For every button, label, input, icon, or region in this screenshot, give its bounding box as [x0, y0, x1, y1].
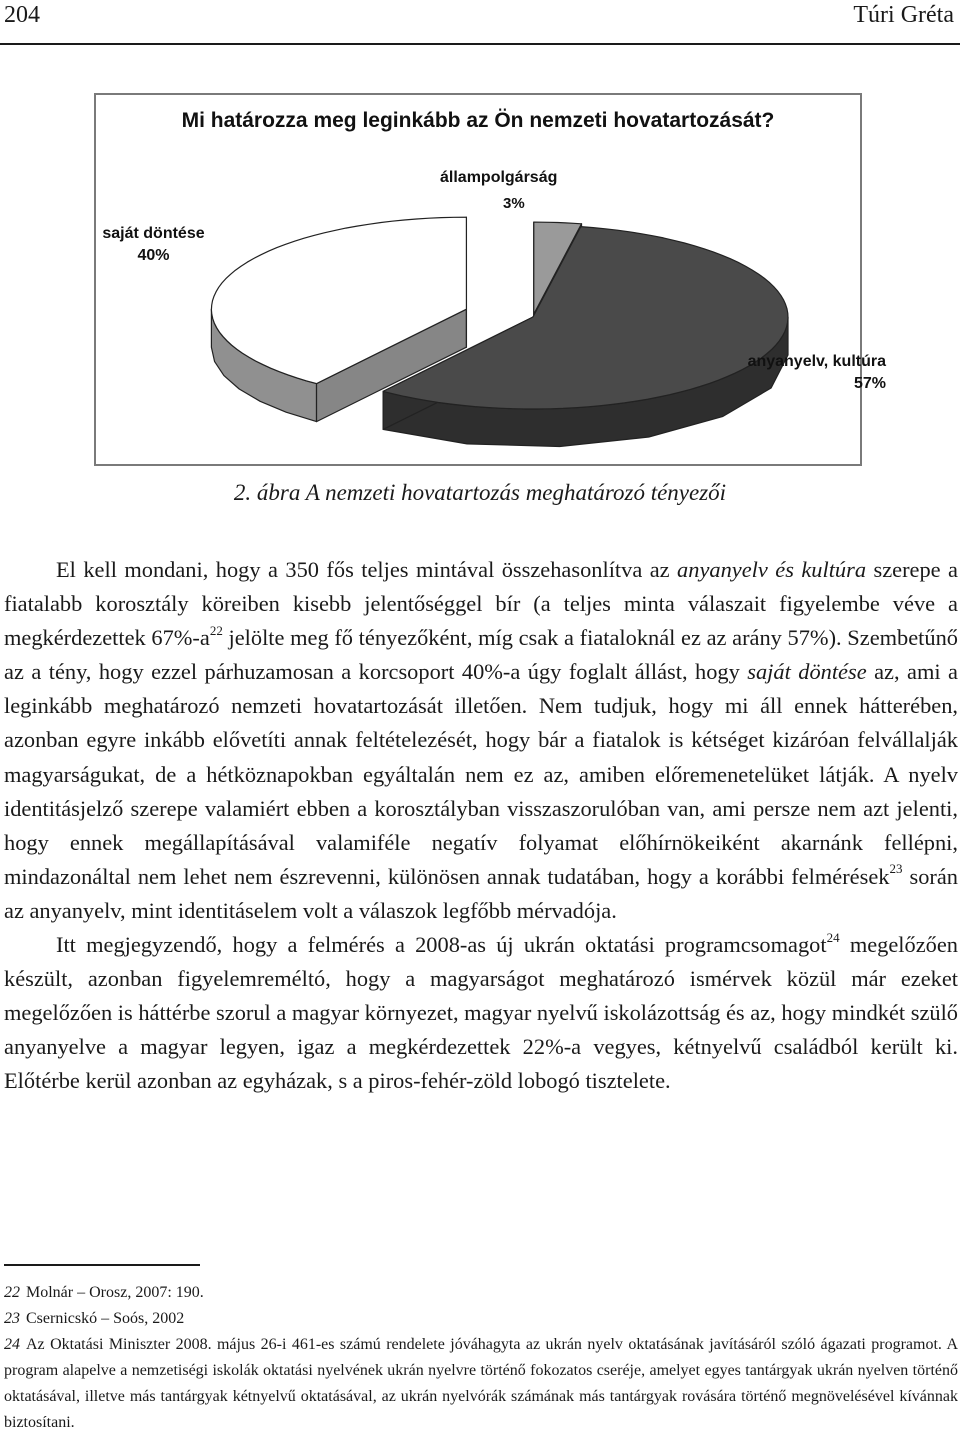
p1-text-b: szerepe a fiatalabb korosztály köreiben kisebb jelentőséggel bír (a teljes minta válaszait figyelembe véve a megkérdezettek 67%-a: [4, 557, 958, 651]
p1-text-a: El kell mondani, hogy a 350 fős teljes mintával összehasonlítva az: [56, 557, 678, 582]
footnote-23: [4, 1306, 958, 1332]
p1-italic-anyanyelv: anyanyelv és kultúra: [677, 557, 867, 582]
footnote-number: 23: [4, 1310, 20, 1327]
page-header: [0, 0, 960, 46]
header-rule: [0, 43, 960, 45]
body-text: [4, 553, 958, 1099]
label-allampolgarsag-pct: 3%: [503, 195, 525, 212]
footnote-22: [4, 1280, 958, 1306]
footnote-ref-22: 22: [209, 622, 223, 638]
footnote-rule: [4, 1264, 200, 1266]
label-sajat-dontese-pct: 40%: [137, 247, 170, 264]
chart-title: Mi határozza meg leginkább az Ön nemzeti hovatartozását?: [181, 109, 775, 132]
running-author: Túri Gréta: [853, 2, 954, 28]
p1-text-d: az, ami a leginkább meghatározó nemzeti hovatartozását illetően. Nem tudjuk, hogy mi áll ennek hátterében, azonban egyre inkább elővetíti annak feltételezését, hogy bár a fiatalok is kétséget kizáróan felvállalják magyarságukat, de a hétköznapokban egyáltalán nem ez az, amiben előremenetelüket látják. A nyelv identitásjelző szerepe valamiért ebben a korosztályban visszaszorulóban van, ami persze nem azt jelenti, hogy ennek megállapításával valamiféle negatív folyamat előhírnökeiként akarnánk fellépni, mindazonáltal nem lehet nem észrevenni, különösen annak tudatában, hogy a korábbi felmérések: [4, 659, 958, 889]
p1-text-c: jelölte meg fő tényezőként, míg csak a fiataloknál ez az arány 57%). Szembetűnő az a tény, hogy ezzel párhuzamosan a korcsoport 40%-a úgy foglalt állást, hogy: [4, 625, 958, 685]
label-sajat-dontese-name: saját döntése: [102, 225, 205, 242]
page-number: 204: [4, 2, 40, 28]
label-anyanyelv: [736, 351, 886, 395]
footnote-number: 24: [4, 1336, 20, 1353]
footnotes: [4, 1280, 958, 1436]
label-sajat-dontese: [76, 223, 231, 267]
p2-text-b: megelőzően készült, azonban figyelemreméltó, hogy a magyarságot meghatározó ismérvek közül már ezeket megelőzően is háttérbe szorul a magyar környezet, magyar nyelvű iskolázottság és az, hogy mindkét szülő anyanyelve a magyar legyen, igaz a megkérdezettek 22%-a vegyes, kétnyelvű családból került ki. Előtérbe kerül azonban az egyházak, s a piros-fehér-zöld lobogó tisztelete.: [4, 932, 958, 1094]
label-allampolgarsag-name: állampolgárság: [440, 169, 558, 186]
paragraph-1: [4, 553, 958, 928]
pie-chart-figure: [94, 93, 886, 466]
footnote-ref-23: 23: [889, 861, 903, 877]
footnote-24: [4, 1332, 958, 1436]
paragraph-2: [4, 928, 958, 1098]
pie-chart: [96, 95, 860, 464]
footnote-text: Csernicskó – Soós, 2002: [26, 1310, 185, 1327]
label-allampolgarsag: [440, 167, 557, 189]
label-anyanyelv-name: anyanyelv, kultúra: [747, 353, 886, 370]
footnote-ref-24: 24: [826, 929, 840, 945]
footnote-text: Molnár – Orosz, 2007: 190.: [26, 1284, 204, 1301]
figure-caption: 2. ábra A nemzeti hovatartozás meghatározó tényezői: [233, 480, 727, 505]
p1-italic-sajat: saját döntése: [747, 659, 867, 685]
footnote-text: Az Oktatási Miniszter 2008. május 26-i 461-es számú rendelete jóváhagyta az ukrán nyelv oktatásának javításáról szóló ágazati programot. A program alapelve a nemzetiségi iskolák oktatási nyelvének ukrán nyelvre történő fokozatos cseréje, amelyet egyes tantárgyak ukrán nyelven történő oktatásával, illetve más tantárgyak kétnyelvű oktatásával, az ukrán nyelvórák számának más tantárgyak rovására történő megnövelésével kívánnak biztosítani.: [4, 1336, 958, 1431]
footnote-number: 22: [4, 1284, 20, 1301]
label-anyanyelv-pct: 57%: [853, 375, 886, 392]
p1-text-e: során az anyanyelv, mint identitáselem volt a válaszok legfőbb mérvadója.: [4, 863, 958, 923]
p2-text-a: Itt megjegyzendő, hogy a felmérés a 2008-as új ukrán oktatási programcsomagot: [56, 932, 827, 958]
